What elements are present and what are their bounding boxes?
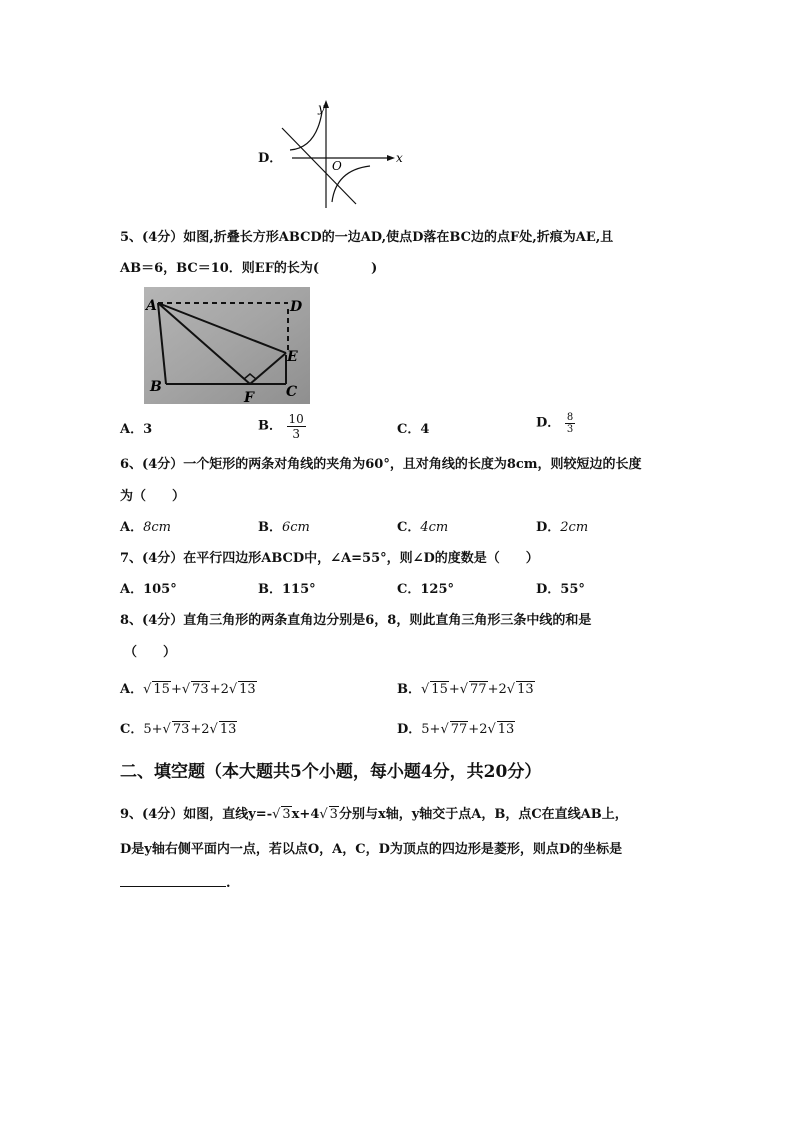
q5-option-a-value: 3 [143, 422, 153, 437]
q8-option-d-label: D． [397, 722, 422, 737]
q5-label-A: A [146, 298, 157, 314]
q7-option-a [120, 580, 177, 600]
q7-option-c-label: C． [397, 582, 421, 597]
q7-option-a-label: A． [120, 582, 144, 597]
graph-x-label: x [396, 151, 403, 165]
q5-option-c-value: 4 [420, 422, 430, 437]
q8-option-a-radicand-1: 15 [153, 682, 170, 697]
q6-option-a-label: A． [120, 520, 144, 535]
q5-option-c-label: C． [397, 422, 421, 437]
q5-label-C: C [286, 384, 298, 400]
q7-option-b-label: B． [258, 582, 282, 597]
q9-stem-part2: x+4 [291, 807, 320, 822]
q8-option-d-radicand-2: 77 [450, 722, 468, 737]
q6-option-d-value: 2cm [560, 520, 589, 535]
q8-stem-line2: （ ） [124, 645, 177, 660]
q8-option-b-radicand-2: 77 [470, 682, 487, 697]
q6-option-c-value: 4cm [420, 520, 449, 535]
q8-option-b-plus-1: + [448, 682, 460, 697]
q6-option-b-value: 6cm [282, 520, 310, 535]
q8-option-d-lead: 5+ [421, 722, 441, 737]
q6-stem-line2: 为（ ） [120, 489, 186, 504]
q5-stem-line2-text: AB＝6，BC＝10．则EF的长为( [120, 261, 320, 276]
q6-option-b [258, 518, 310, 538]
q8-option-b: B．√ 15+√ 77+2√ 13 [397, 682, 534, 697]
q8-option-c-lead: 5+ [143, 722, 163, 737]
q5-stem-line1: 5、(4分）如图,折叠长方形ABCD的一边AD,使点D落在BC边的点F处,折痕为AE,且 [120, 230, 614, 245]
q6-option-d-label: D． [536, 520, 561, 535]
q5-label-E: E [287, 349, 298, 365]
q5-option-c [397, 420, 429, 440]
q8-option-d: D．5+√ 77+2√ 13 [397, 722, 515, 737]
q8-option-b-plus-2: +2 [487, 682, 507, 697]
q5-figure-svg [144, 287, 310, 404]
q5-option-b-numerator: 10 [288, 412, 304, 426]
q7-option-b-value: 115° [282, 582, 316, 597]
q7-option-d [536, 580, 585, 600]
q6-option-a [120, 518, 171, 538]
q8-option-b-label: B． [397, 682, 421, 697]
q8-option-b-radicand-1: 15 [431, 682, 448, 697]
graph-line [282, 128, 356, 204]
q8-option-a: A．√ 15+√ 73+2√ 13 [120, 682, 256, 697]
q4-option-d-graph [278, 98, 408, 212]
q6-stem-line1: 6、(4分）一个矩形的两条对角线的夹角为60°，且对角线的长度为8cm，则较短边的长度 [120, 457, 642, 472]
q5-option-d [536, 412, 575, 435]
q8-stem-line1: 8、(4分）直角三角形的两条直角边分别是6，8，则此直角三角形三条中线的和是 [120, 613, 592, 628]
q5-option-b-label: B． [258, 418, 282, 434]
q8-option-a-plus-1: + [170, 682, 182, 697]
q8-option-a-label: A． [120, 682, 144, 697]
q7-option-c-value: 125° [420, 582, 454, 597]
q7-option-d-label: D． [536, 582, 561, 597]
q5-option-b-denominator: 3 [292, 427, 300, 441]
q7-option-b [258, 580, 316, 600]
q5-label-B: B [150, 379, 162, 395]
q5-option-b-fraction [287, 412, 306, 441]
q8-option-d-radicand-3: 13 [497, 722, 515, 737]
q4-option-d-label: D． [258, 151, 283, 166]
q5-label-F: F [244, 390, 254, 404]
q5-option-d-label: D． [536, 415, 561, 431]
q5-option-d-fraction [565, 412, 575, 435]
q5-option-d-denominator: 3 [566, 424, 574, 435]
q5-stem-line2-close: ) [371, 261, 378, 276]
q6-option-d [536, 518, 588, 538]
q6-option-b-label: B． [258, 520, 282, 535]
q5-figure [144, 287, 310, 404]
graph-y-label: y [318, 101, 325, 115]
q5-stem-line2 [120, 259, 377, 279]
q8-option-a-plus-2: +2 [209, 682, 229, 697]
q9-stem-part1: 9、(4分）如图，直线y=- [120, 807, 273, 822]
q8-option-c-plus-2: +2 [190, 722, 210, 737]
q9-stem-part3: 分别与x轴，y轴交于点A，B，点C在直线AB上， [338, 807, 628, 822]
q6-option-a-value: 8cm [143, 520, 171, 535]
q5-option-a-label: A． [120, 422, 144, 437]
q9-answer-line [120, 872, 231, 894]
q6-option-c-label: C． [397, 520, 421, 535]
q8-option-a-radicand-2: 73 [192, 682, 209, 697]
graph-hyperbola-upper-left [290, 112, 322, 150]
q5-option-d-numerator: 8 [566, 412, 574, 423]
q9-period: . [226, 876, 231, 891]
q9-radicand-1: 3 [282, 807, 291, 822]
q9-answer-blank[interactable] [120, 872, 226, 887]
q8-option-c: C．5+√ 73+2√ 13 [120, 722, 237, 737]
q8-option-d-plus-2: +2 [468, 722, 488, 737]
q8-option-c-radicand-2: 73 [172, 722, 190, 737]
q7-stem: 7、(4分）在平行四边形ABCD中，∠A=55°，则∠D的度数是（ ） [120, 551, 539, 566]
q8-option-a-radicand-3: 13 [239, 682, 256, 697]
q8-option-b-radicand-3: 13 [517, 682, 534, 697]
q5-label-D: D [290, 299, 303, 315]
q5-option-b [258, 412, 306, 441]
q9-radicand-2: 3 [329, 807, 338, 822]
q9-stem-line2: D是y轴右侧平面内一点，若以点O，A，C，D为顶点的四边形是菱形，则点D的坐标是 [120, 842, 623, 857]
q7-option-a-value: 105° [143, 582, 177, 597]
q5-option-a [120, 420, 152, 440]
graph-x-arrow [387, 155, 395, 161]
q8-option-c-radicand-3: 13 [219, 722, 237, 737]
q9-stem-line1: 9、(4分）如图，直线y=-√ 3x+4√ 3分别与x轴，y轴交于点A，B，点C在直线AB上， [120, 807, 628, 822]
q8-option-c-label: C． [120, 722, 144, 737]
q7-option-d-value: 55° [560, 582, 585, 597]
q7-option-c [397, 580, 454, 600]
graph-origin-label: O [332, 159, 342, 173]
q6-option-c [397, 518, 448, 538]
section-2-title: 二、填空题（本大题共5个小题，每小题4分，共20分） [120, 762, 542, 782]
